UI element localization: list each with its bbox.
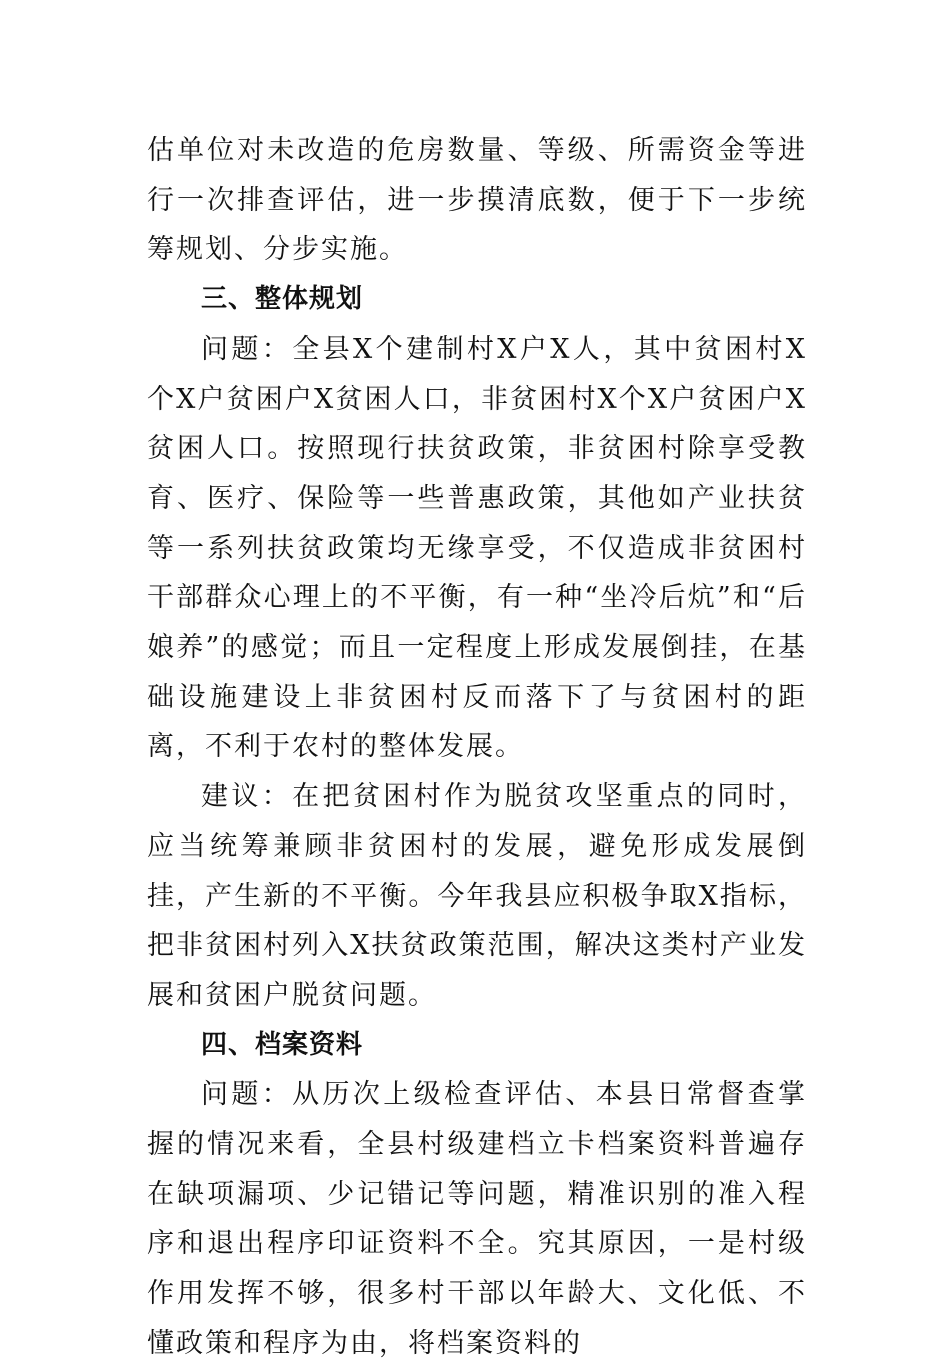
paragraph-archive-problem: 问题：从历次上级检查评估、本县日常督查掌握的情况来看，全县村级建档立卡档案资料普遍存在缺项漏项、少记错记等问题，精准识别的准入程序和退出程序印证资料不全。究其原因，一是村级作用发挥不够，很多村干部以年龄大、文化低、不懂政策和程序为由，将档案资料的 — [147, 1079, 807, 1359]
paragraph-planning-problem: 问题：全县X个建制村X户X人，其中贫困村X个X户贫困户X贫困人口，非贫困村X个X户贫困户X贫困人口。按照现行扶贫政策，非贫困村除享受教育、医疗、保险等一些普惠政策，其他如产业扶贫等一系列扶贫政策均无缘享受，不仅造成非贫困村干部群众心理上的不平衡，有一种“坐冷后炕”和“后娘养”的感觉；而且一定程度上形成发展倒挂，在基础设施建设上非贫困村反而落下了与贫困村的距离，不利于农村的整体发展。 — [147, 333, 807, 763]
paragraph-intro: 估单位对未改造的危房数量、等级、所需资金等进行一次排查评估，进一步摸清底数，便于下一步统筹规划、分步实施。 — [147, 135, 807, 266]
section-heading-overall-planning: 三、整体规划 — [201, 284, 364, 315]
paragraph-planning-suggestion: 建议：在把贫困村作为脱贫攻坚重点的同时，应当统筹兼顾非贫困村的发展，避免形成发展倒挂，产生新的不平衡。今年我县应积极争取X指标，把非贫困村列入X扶贫政策范围，解决这类村产业发展和贫困户脱贫问题。 — [147, 781, 807, 1011]
section-heading-archive-materials: 四、档案资料 — [201, 1029, 364, 1060]
document-body — [147, 126, 807, 1369]
